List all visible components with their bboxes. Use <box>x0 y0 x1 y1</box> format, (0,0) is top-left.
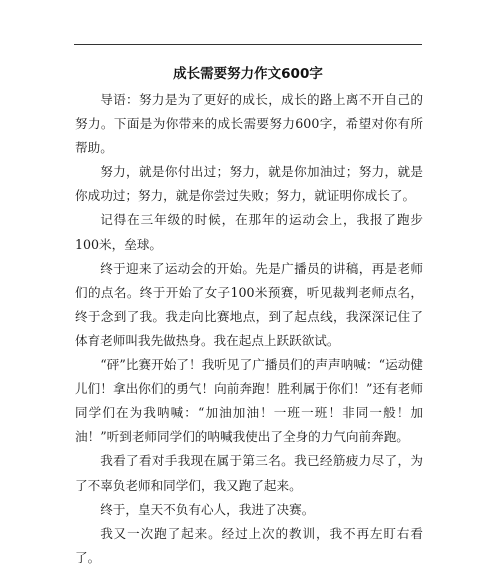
header-divider <box>74 44 422 45</box>
paragraph: 终于迎来了运动会的开始。先是广播员的讲稿，再是老师们的点名。终于开始了女子100米预赛，听见裁判老师点名，终于念到了我。我走向比赛地点，到了起点线，我深深记住了体育老师叫我先做热身。我在起点上跃跃欲试。 <box>75 260 423 348</box>
paragraph: 终于，皇天不负有心人，我进了决赛。 <box>100 501 315 517</box>
paragraph: 努力，就是你付出过；努力，就是你加油过；努力，就是你成功过；努力，就是你尝过失败；努力，就证明你成长了。 <box>75 164 423 204</box>
document-body <box>75 88 423 570</box>
document-title: 成长需要努力作文600字 <box>173 66 323 82</box>
paragraph: “砰”比赛开始了！我听见了广播员们的声声呐喊：“运动健儿们！拿出你们的勇气！向前奔跑！胜利属于你们！”还有老师同学们在为我呐喊：“加油加油！一班一班！非同一般！加油！”听到老师同学们的呐喊我使出了全身的力气向前奔跑。 <box>75 357 423 445</box>
paragraph: 我又一次跑了起来。经过上次的教训，我不再左盯右看了。 <box>75 525 423 565</box>
paragraph-intro: 导语：努力是为了更好的成长，成长的路上离不开自己的努力。下面是为你带来的成长需要努力600字，希望对你有所帮助。 <box>75 92 423 156</box>
paragraph: 我看了看对手我现在属于第三名。我已经筋疲力尽了，为了不辜负老师和同学们，我又跑了起来。 <box>75 453 423 493</box>
paragraph: 记得在三年级的时候，在那年的运动会上，我报了跑步100米，垒球。 <box>75 212 423 252</box>
